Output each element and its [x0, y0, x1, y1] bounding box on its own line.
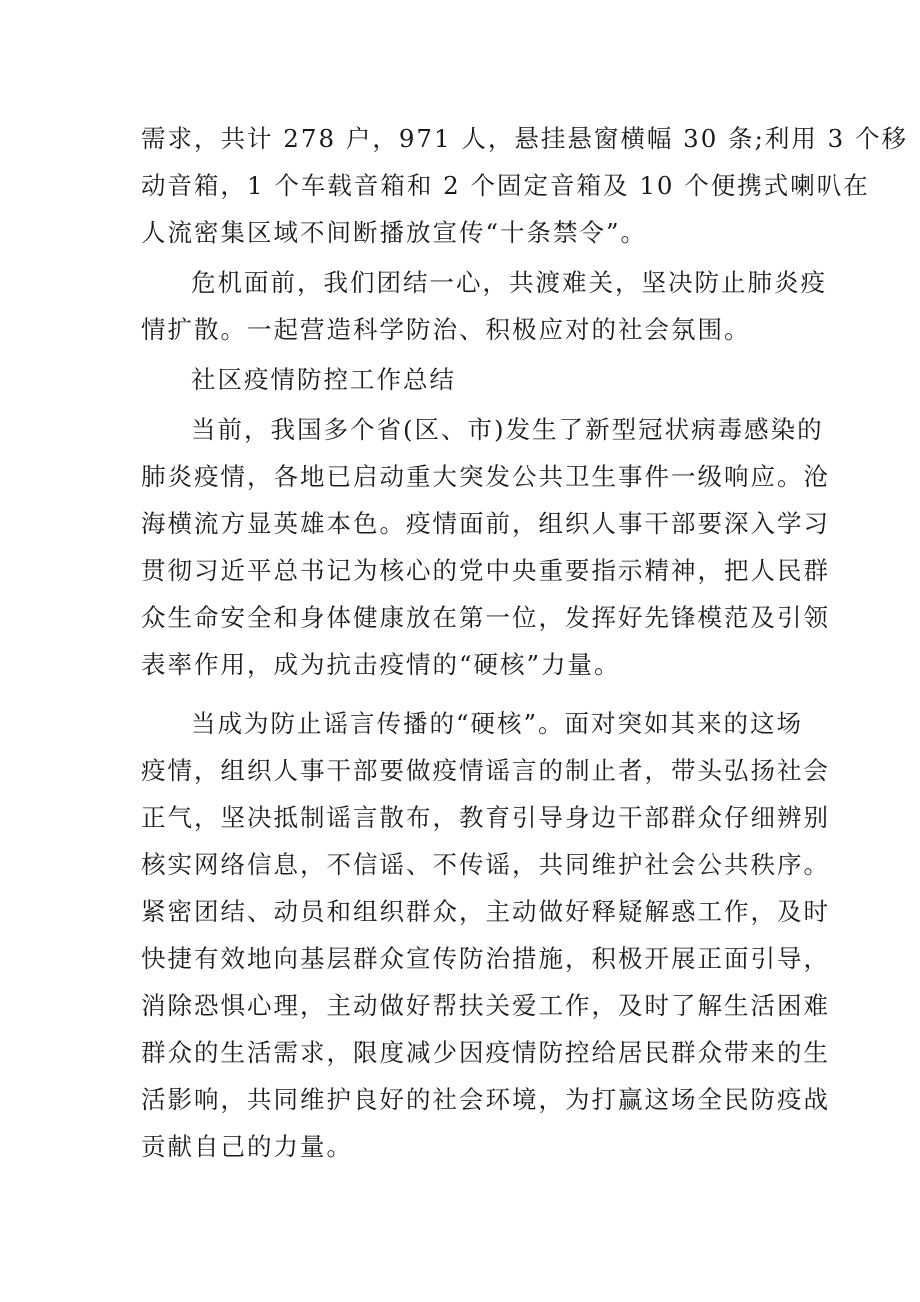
text-line: 核实网络信息，不信谣、不传谣，共同维护社会公共秩序。 — [141, 850, 830, 879]
text-line: 贯彻习近平总书记为核心的党中央重要指示精神，把人民群 — [141, 556, 830, 585]
text-line: 贡献自己的力量。 — [141, 1132, 353, 1161]
text-line: 人流密集区域不间断播放宣传“十条禁令”。 — [141, 218, 648, 247]
text-line: 疫情，组织人事干部要做疫情谣言的制止者，带头弘扬社会 — [141, 756, 830, 785]
text-line: 海横流方显英雄本色。疫情面前，组织人事干部要深入学习 — [141, 509, 830, 538]
text-line: 情扩散。一起营造科学防治、积极应对的社会氛围。 — [141, 315, 751, 344]
text-line: 肺炎疫情，各地已启动重大突发公共卫生事件一级响应。沧 — [141, 462, 830, 491]
text-line: 当前，我国多个省(区、市)发生了新型冠状病毒感染的 — [191, 415, 824, 444]
text-line: 正气，坚决抵制谣言散布，教育引导身边干部群众仔细辨别 — [141, 803, 830, 832]
paragraph — [141, 700, 830, 1170]
section-heading — [141, 356, 781, 403]
paragraph — [141, 259, 827, 353]
text-line: 紧密团结、动员和组织群众，主动做好释疑解惑工作，及时 — [141, 897, 830, 926]
text-line: 危机面前，我们团结一心，共渡难关，坚决防止肺炎疫 — [191, 268, 827, 297]
paragraph — [141, 406, 830, 688]
text-line: 当成为防止谣言传播的“硬核”。面对突如其来的这场 — [191, 709, 804, 738]
text-line: 动音箱，1 个车载音箱和 2 个固定音箱及 10 个便携式喇叭在 — [141, 171, 870, 200]
text-line: 活影响，共同维护良好的社会环境，为打赢这场全民防疫战 — [141, 1085, 830, 1114]
document-body — [141, 115, 909, 1170]
text-line: 快捷有效地向基层群众宣传防治措施，积极开展正面引导， — [141, 944, 830, 973]
text-line: 消除恐惧心理，主动做好帮扶关爱工作，及时了解生活困难 — [141, 991, 830, 1020]
text-line: 需求，共计 278 户，971 人，悬挂悬窗横幅 30 条;利用 3 个移 — [141, 124, 909, 153]
text-line: 群众的生活需求，限度减少因疫情防控给居民群众带来的生 — [141, 1038, 830, 1067]
text-line: 表率作用，成为抗击疫情的“硬核”力量。 — [141, 650, 621, 679]
heading-text: 社区疫情防控工作总结 — [191, 365, 456, 394]
text-line: 众生命安全和身体健康放在第一位，发挥好先锋模范及引领 — [141, 603, 830, 632]
paragraph — [141, 115, 909, 256]
